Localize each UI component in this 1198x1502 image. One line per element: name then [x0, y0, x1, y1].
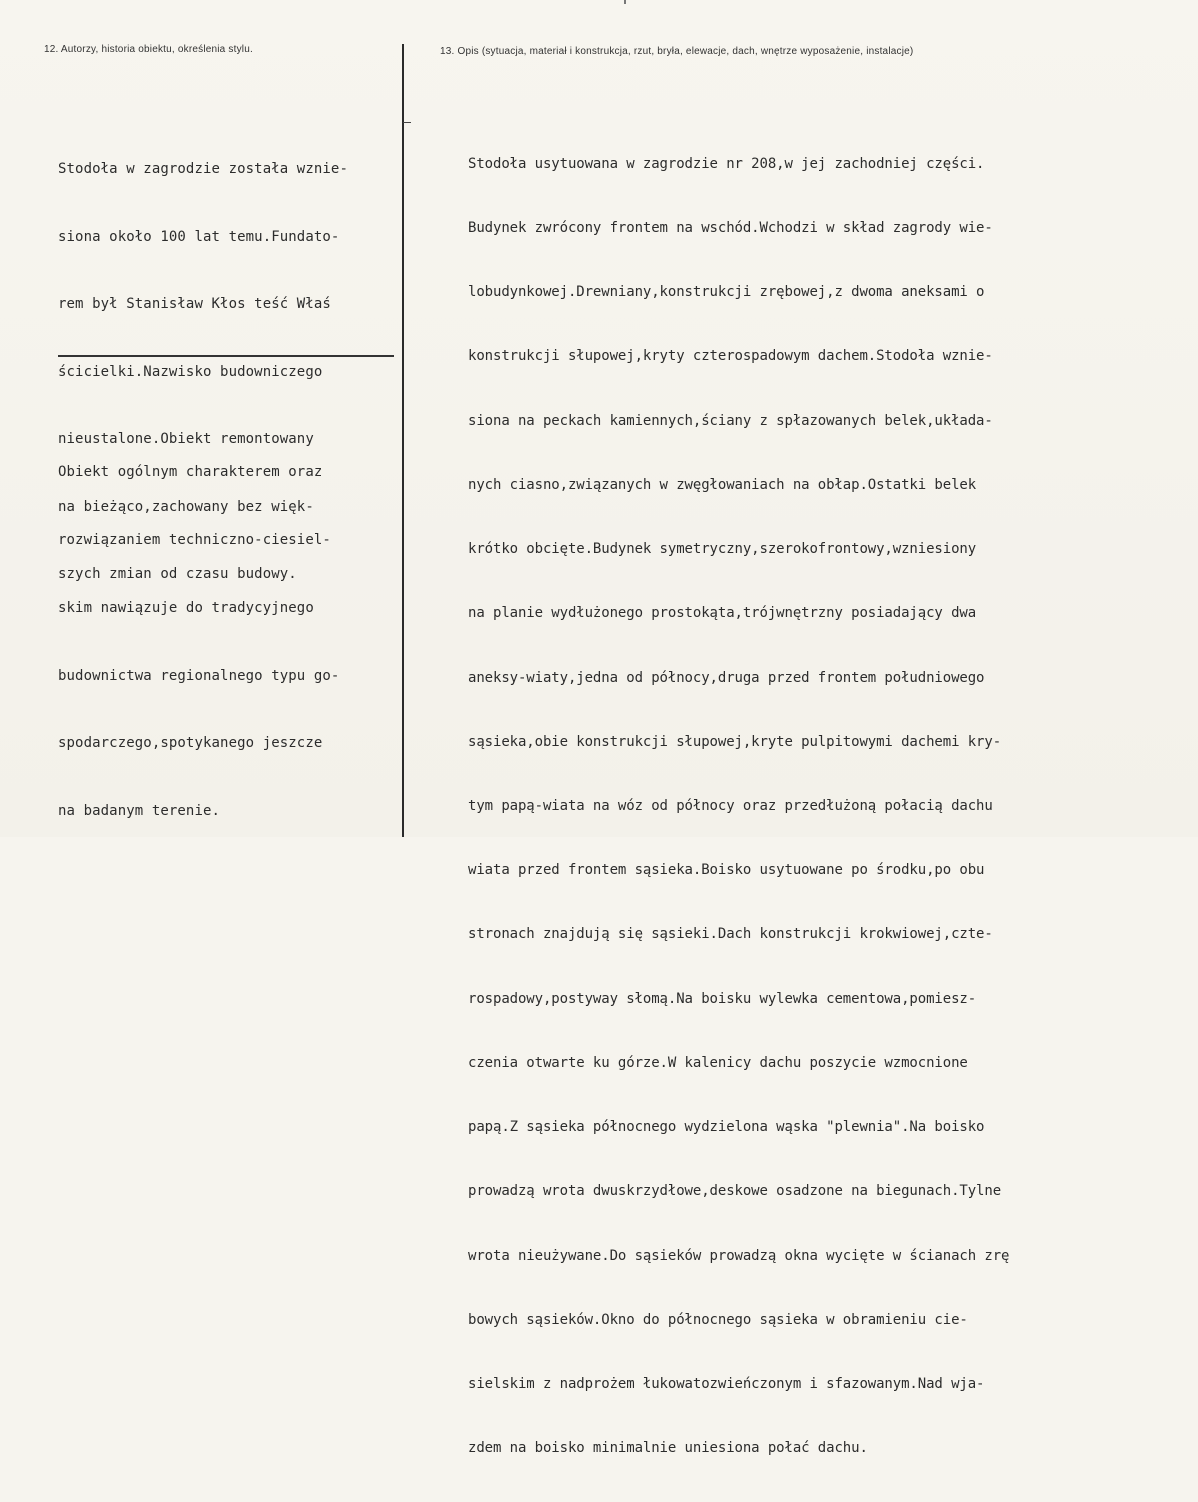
top-edge-mark [624, 0, 626, 4]
text-line: nych ciasno,związanych w zwęgłowaniach na obłap.Ostatki belek [468, 476, 977, 493]
text-line: na planie wydłużonego prostokąta,trójwnętrzny posiadający dwa [468, 605, 977, 622]
text-line: szych zmian od czasu budowy. [58, 566, 297, 582]
text-line: sąsieka,obie konstrukcji słupowej,kryte pulpitowymi dachemi kry- [468, 733, 1002, 750]
text-line: aneksy-wiaty,jedna od północy,druga przed frontem południowego [468, 669, 985, 686]
section-12-header: 12. Autorzy, historia obiektu, określenia stylu. [44, 44, 253, 55]
style-character-text [58, 416, 339, 868]
text-line: rem był Stanisław Kłos teść Właś [58, 296, 331, 312]
text-line: papą.Z sąsieka północnego wydzielona wąska "plewnia".Na boisko [468, 1119, 985, 1136]
text-line: budownictwa regionalnego typu go- [58, 667, 340, 684]
section-13-header: 13. Opis (sytuacja, materiał i konstrukcja, rzut, bryła, elewacje, dach, wnętrze wyposażenie, instalacje) [440, 46, 914, 57]
text-line: skim nawiązuje do tradycyjnego [58, 599, 314, 616]
text-line: Budynek zwrócony frontem na wschód.Wchodzi w skład zagrody wie- [468, 220, 993, 237]
text-line: nieustalone.Obiekt remontowany [58, 431, 314, 447]
column-divider [402, 44, 404, 837]
text-line: siona na peckach kamiennych,ściany z spłazowanych belek,układa- [468, 412, 993, 429]
text-line: zdem na boisko minimalnie uniesiona połać dachu. [468, 1440, 868, 1457]
text-line: siona około 100 lat temu.Fundato- [58, 228, 340, 245]
text-line: bowych sąsieków.Okno do północnego sąsieka w obramieniu cie- [468, 1311, 968, 1328]
text-line: rospadowy,postyway słomą.Na boisku wylewka cementowa,pomiesz- [468, 990, 977, 1007]
text-line: rozwiązaniem techniczno-ciesiel- [58, 531, 331, 548]
text-line: na bieżąco,zachowany bez więk- [58, 498, 314, 515]
description-text [468, 111, 1009, 1502]
text-line: Stodoła w zagrodzie została wznie- [58, 161, 348, 177]
text-line: ścicielki.Nazwisko budowniczego [58, 363, 323, 380]
text-line: wiata przed frontem sąsieka.Boisko usytuowane po środku,po obu [468, 862, 985, 879]
text-line: czenia otwarte ku górze.W kalenicy dachu poszycie wzmocnione [468, 1054, 968, 1071]
text-line: Stodoła usytuowana w zagrodzie nr 208,w jej zachodniej części. [468, 155, 985, 172]
text-line: krótko obcięte.Budynek symetryczny,szerokofrontowy,wzniesiony [468, 541, 977, 558]
text-line: wrota nieużywane.Do sąsieków prowadzą okna wycięte w ścianach zrę [468, 1247, 1010, 1264]
text-line: na badanym terenie. [58, 803, 221, 820]
text-line: stronach znajdują się sąsieki.Dach konstrukcji krokwiowej,czte- [468, 926, 993, 943]
text-line: konstrukcji słupowej,kryty czterospadowym dachem.Stodoła wznie- [468, 348, 993, 365]
text-line: sielskim z nadprożem łukowatozwieńczonym i sfazowanym.Nad wja- [468, 1375, 985, 1392]
text-line: tym papą-wiata na wóz od północy oraz przedłużoną połacią dachu [468, 798, 993, 814]
text-line: lobudynkowej.Drewniany,konstrukcji zrębowej,z dwoma aneksami o [468, 284, 985, 301]
text-line: spodarczego,spotykanego jeszcze [58, 735, 323, 752]
divider-tick-mark [403, 122, 411, 123]
text-line: prowadzą wrota dwuskrzydłowe,deskowe osadzone na biegunach.Tylne [468, 1183, 1002, 1200]
text-line: Obiekt ogólnym charakterem oraz [58, 464, 323, 481]
section-separator-rule [58, 355, 394, 357]
